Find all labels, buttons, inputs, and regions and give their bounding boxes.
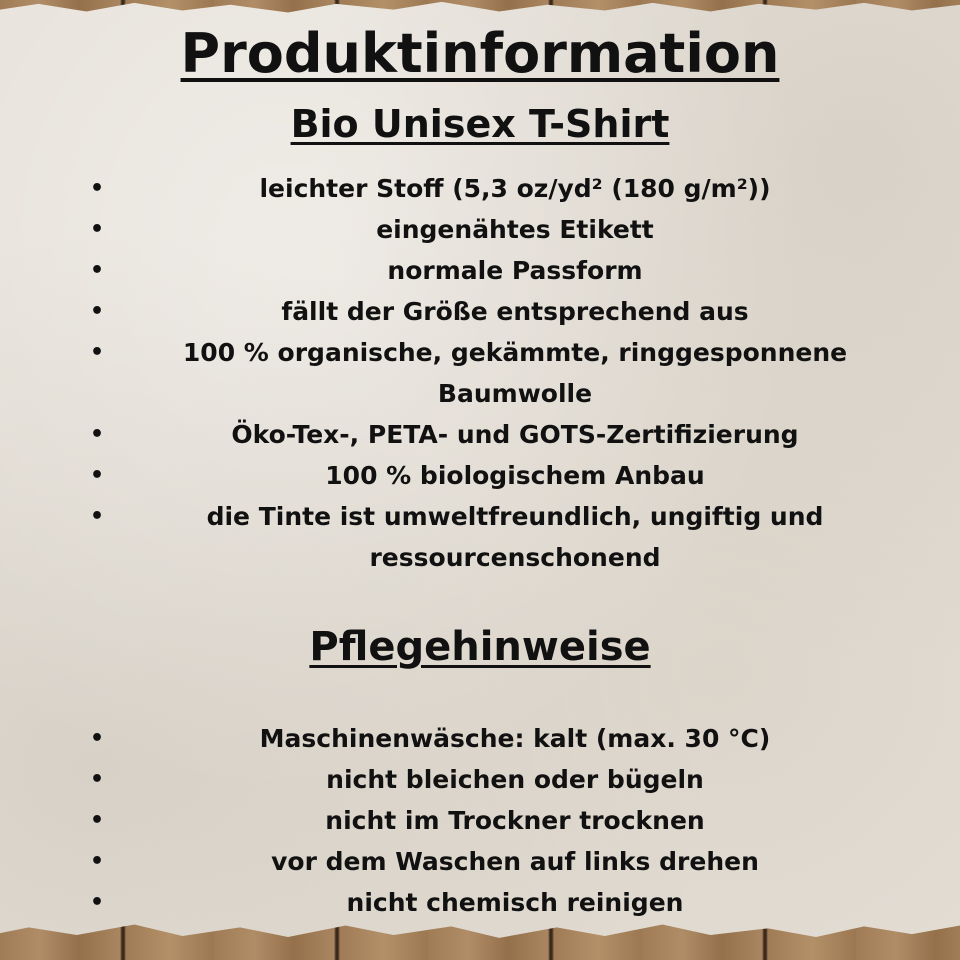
- list-item: • eingenähtes Etikett: [90, 209, 920, 250]
- list-item: • nicht chemisch reinigen: [90, 882, 920, 923]
- list-item: • die Tinte ist umweltfreundlich, ungiftig und ressourcenschonend: [90, 496, 920, 578]
- list-item: • leichter Stoff (5,3 oz/yd² (180 g/m²)): [90, 168, 920, 209]
- bullet-icon: •: [90, 258, 105, 283]
- bullet-icon: •: [90, 504, 105, 529]
- list-item: • 100 % organische, gekämmte, ringgesponnene Baumwolle: [90, 332, 920, 414]
- bullet-icon: •: [90, 463, 105, 488]
- list-item: • Öko-Tex-, PETA- und GOTS-Zertifizierung: [90, 414, 920, 455]
- bullet-icon: •: [90, 849, 105, 874]
- page-title: Produktinformation: [180, 22, 780, 85]
- list-item: • nicht im Trockner trocknen: [90, 800, 920, 841]
- product-subtitle: Bio Unisex T-Shirt: [290, 102, 670, 146]
- bullet-icon: •: [90, 299, 105, 324]
- bullet-icon: •: [90, 890, 105, 915]
- feature-list: [90, 168, 920, 578]
- bullet-icon: •: [90, 726, 105, 751]
- care-section-title: Pflegehinweise: [309, 624, 651, 670]
- list-item: • fällt der Größe entsprechend aus: [90, 291, 920, 332]
- bullet-icon: •: [90, 422, 105, 447]
- bullet-icon: •: [90, 808, 105, 833]
- list-item: • normale Passform: [90, 250, 920, 291]
- list-item: • Maschinenwäsche: kalt (max. 30 °C): [90, 718, 920, 759]
- bullet-icon: •: [90, 767, 105, 792]
- care-list: [90, 718, 920, 923]
- bullet-icon: •: [90, 176, 105, 201]
- list-item: • vor dem Waschen auf links drehen: [90, 841, 920, 882]
- list-item: • nicht bleichen oder bügeln: [90, 759, 920, 800]
- list-item: • 100 % biologischem Anbau: [90, 455, 920, 496]
- bullet-icon: •: [90, 217, 105, 242]
- bullet-icon: •: [90, 340, 105, 365]
